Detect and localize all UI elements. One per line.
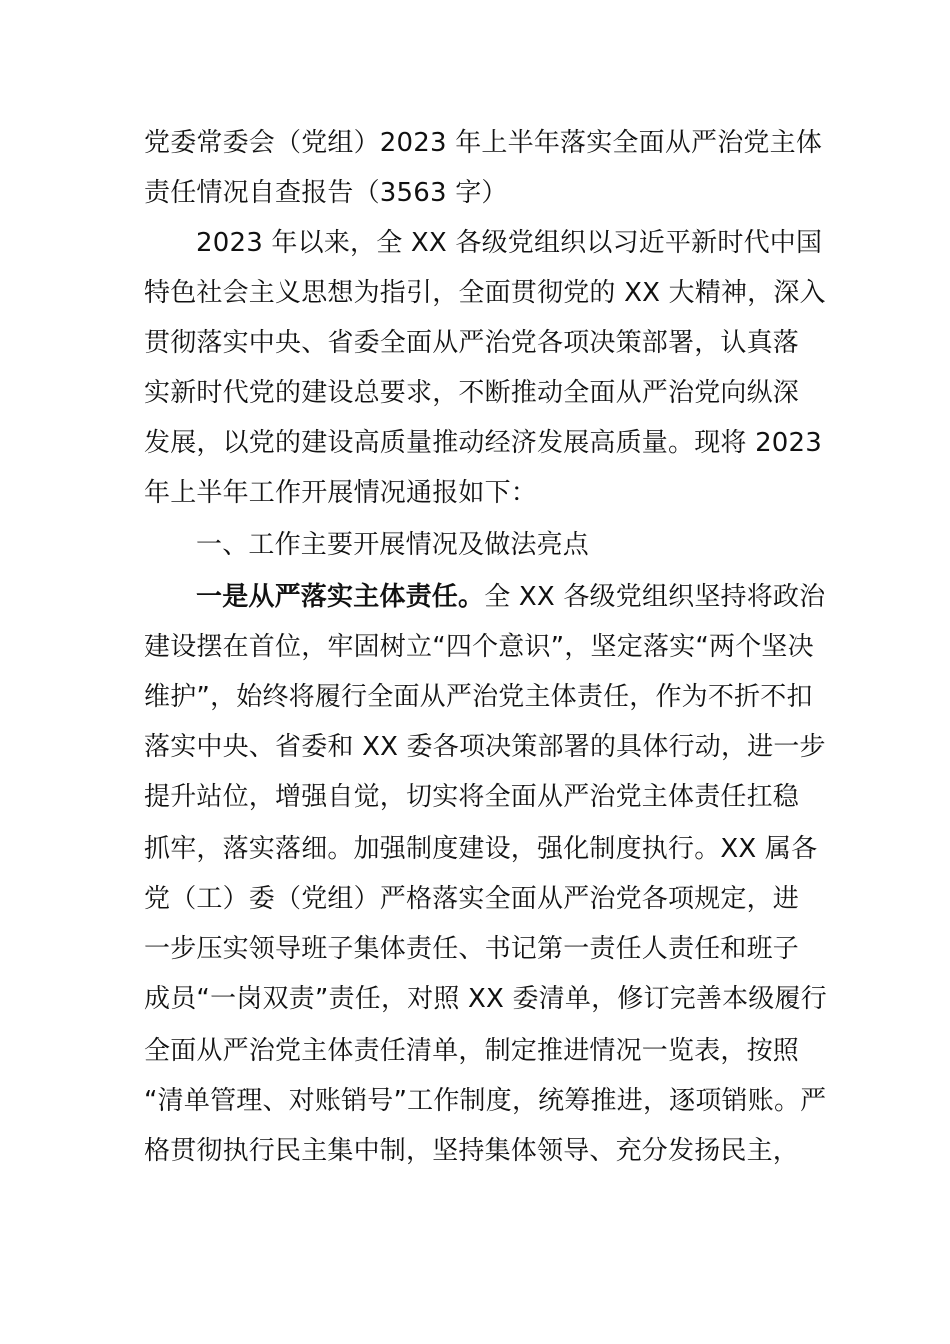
intro-line-4: 实新时代党的建设总要求，不断推动全面从严治党向纵深 bbox=[144, 378, 800, 408]
point-one-line-3: 维护”，始终将履行全面从严治党主体责任，作为不折不扣 bbox=[144, 682, 813, 712]
point-one-line-10: 全面从严治党主体责任清单，制定推进情况一览表，按照 bbox=[144, 1036, 800, 1066]
document-title-line-2: 责任情况自查报告（3563 字） bbox=[144, 178, 508, 208]
intro-line-6: 年上半年工作开展情况通报如下： bbox=[144, 478, 538, 508]
point-one-line-6: 抓牢，落实落细。加强制度建设，强化制度执行。XX 属各 bbox=[144, 834, 818, 864]
intro-line-5: 发展，以党的建设高质量推动经济发展高质量。现将 2023 bbox=[144, 428, 823, 458]
point-one-line-9: 成员“一岗双责”责任，对照 XX 委清单，修订完善本级履行 bbox=[144, 984, 827, 1014]
point-one-line-5: 提升站位，增强自觉，切实将全面从严治党主体责任扛稳 bbox=[144, 782, 800, 812]
section-heading: 一、工作主要开展情况及做法亮点 bbox=[196, 530, 590, 560]
point-one-lead: 一是从严落实主体责任。 bbox=[196, 582, 485, 612]
point-one-line-11: “清单管理、对账销号”工作制度，统筹推进，逐项销账。严 bbox=[144, 1086, 827, 1116]
point-one-line-8: 一步压实领导班子集体责任、书记第一责任人责任和班子 bbox=[144, 934, 800, 964]
document-title-line-1: 党委常委会（党组）2023 年上半年落实全面从严治党主体 bbox=[144, 128, 823, 158]
point-one-first-line-rest: 全 XX 各级党组织坚持将政治 bbox=[484, 582, 826, 612]
point-one-line-12: 格贯彻执行民主集中制，坚持集体领导、充分发扬民主， bbox=[144, 1136, 800, 1166]
point-one-first-line bbox=[196, 572, 825, 622]
intro-line-1: 2023 年以来，全 XX 各级党组织以习近平新时代中国 bbox=[196, 228, 823, 258]
intro-line-3: 贯彻落实中央、省委全面从严治党各项决策部署，认真落 bbox=[144, 328, 800, 358]
point-one-line-4: 落实中央、省委和 XX 委各项决策部署的具体行动，进一步 bbox=[144, 732, 826, 762]
point-one-line-2: 建设摆在首位，牢固树立“四个意识”，坚定落实“两个坚决 bbox=[144, 632, 814, 662]
point-one-line-7: 党（工）委（党组）严格落实全面从严治党各项规定，进 bbox=[144, 884, 800, 914]
intro-line-2: 特色社会主义思想为指引，全面贯彻党的 XX 大精神，深入 bbox=[144, 278, 826, 308]
